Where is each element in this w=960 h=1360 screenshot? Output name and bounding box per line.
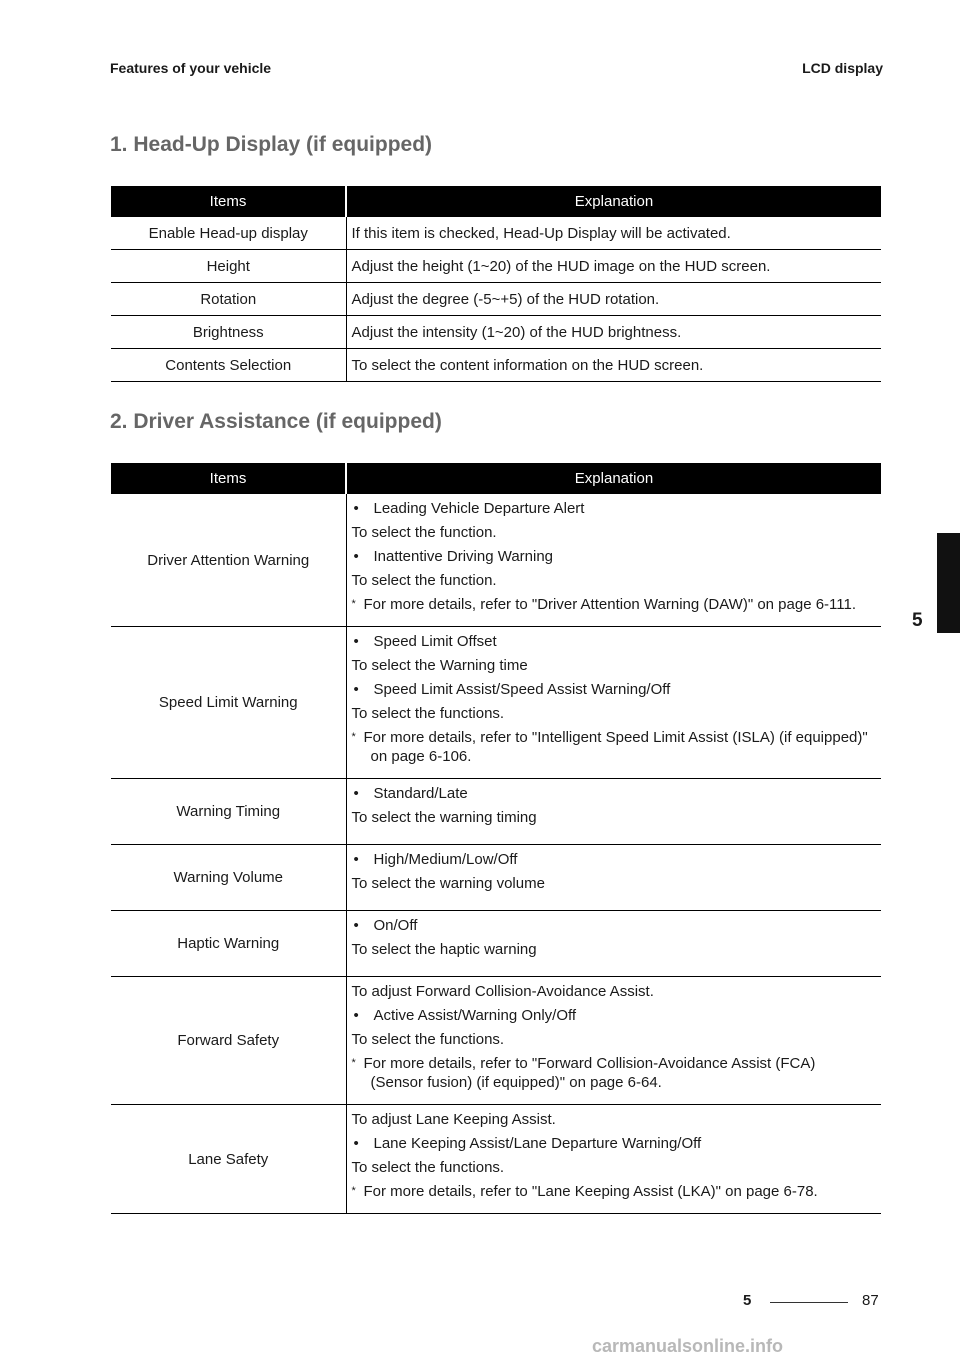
bullet-item — [352, 632, 870, 651]
note-text: For more details, refer to "Forward Collision-Avoidance Assist (FCA) (Sensor fusion) (if equipped)" on page 6-64. — [363, 1055, 816, 1091]
item-name-cell: Contents Selection — [111, 349, 346, 382]
asterisk-icon: * — [351, 731, 356, 743]
chapter-tab-marker — [937, 533, 960, 633]
driver-assistance-table — [111, 463, 881, 1214]
bullet-item — [352, 850, 870, 869]
watermark: carmanualsonline.info — [592, 1336, 784, 1356]
bullet-text: Speed Limit Assist/Speed Assist Warning/Off — [373, 681, 671, 698]
section-title-hud: 1. Head-Up Display (if equipped) — [110, 133, 433, 156]
asterisk-icon: * — [351, 1057, 356, 1069]
description-text: To select the function. — [351, 572, 497, 589]
description-text: To select the warning timing — [351, 809, 537, 826]
table-row — [111, 627, 881, 779]
reference-note — [352, 1182, 870, 1201]
section-title-driver-assistance: 2. Driver Assistance (if equipped) — [110, 410, 442, 433]
table-row — [111, 911, 881, 977]
table-row — [111, 283, 881, 316]
item-explanation-cell: If this item is checked, Head-Up Display will be activated. — [346, 217, 881, 250]
table-row — [111, 494, 881, 627]
bullet-item — [352, 680, 870, 699]
item-name-cell: Enable Head-up display — [111, 217, 346, 250]
table-row — [111, 1105, 881, 1214]
bullet-text: Inattentive Driving Warning — [373, 548, 554, 565]
description-text: To select the haptic warning — [351, 941, 537, 958]
bullet-item — [352, 784, 870, 803]
bullet-text: Leading Vehicle Departure Alert — [373, 500, 585, 517]
bullet-text: Standard/Late — [373, 785, 468, 802]
item-name-cell: Warning Volume — [111, 845, 346, 911]
item-explanation-cell: To select the content information on the HUD screen. — [346, 349, 881, 382]
item-explanation-cell — [346, 911, 881, 977]
description-text: To select the Warning time — [351, 657, 528, 674]
reference-note — [352, 1054, 870, 1092]
item-explanation-cell: Adjust the height (1~20) of the HUD image on the HUD screen. — [346, 250, 881, 283]
bullet-icon: • — [353, 500, 359, 517]
item-name-cell: Lane Safety — [111, 1105, 346, 1214]
note-text: For more details, refer to "Driver Attention Warning (DAW)" on page 6-111. — [363, 596, 857, 613]
note-text: For more details, refer to "Lane Keeping Assist (LKA)" on page 6-78. — [363, 1183, 818, 1200]
column-header-explanation: Explanation — [346, 186, 881, 217]
description-text: To select the functions. — [351, 1031, 505, 1048]
reference-note — [352, 728, 870, 766]
bullet-text: High/Medium/Low/Off — [373, 851, 518, 868]
running-header-section: Features of your vehicle — [110, 60, 272, 76]
item-name-cell: Forward Safety — [111, 977, 346, 1105]
bullet-icon: • — [353, 1135, 359, 1152]
item-explanation-cell: Adjust the degree (-5~+5) of the HUD rotation. — [346, 283, 881, 316]
item-name-cell: Height — [111, 250, 346, 283]
bullet-item — [352, 547, 870, 566]
bullet-item — [352, 499, 870, 518]
bullet-icon: • — [353, 1007, 359, 1024]
bullet-icon: • — [353, 917, 359, 934]
item-name-cell: Driver Attention Warning — [111, 494, 346, 627]
bullet-text: Lane Keeping Assist/Lane Departure Warning/Off — [373, 1135, 702, 1152]
bullet-text: On/Off — [373, 917, 418, 934]
item-name-cell: Rotation — [111, 283, 346, 316]
column-header-explanation: Explanation — [346, 463, 881, 494]
item-name-cell: Brightness — [111, 316, 346, 349]
bullet-icon: • — [353, 681, 359, 698]
item-explanation-cell: Adjust the intensity (1~20) of the HUD brightness. — [346, 316, 881, 349]
item-explanation-cell — [346, 627, 881, 779]
bullet-icon: • — [353, 548, 359, 565]
item-explanation-cell — [346, 1105, 881, 1214]
asterisk-icon: * — [351, 598, 356, 610]
item-explanation-cell — [346, 845, 881, 911]
item-name-cell: Speed Limit Warning — [111, 627, 346, 779]
bullet-icon: • — [353, 851, 359, 868]
table-row — [111, 250, 881, 283]
table-row — [111, 349, 881, 382]
footer-section-number: 5 — [743, 1292, 752, 1309]
description-text: To select the functions. — [351, 705, 505, 722]
table-row — [111, 217, 881, 250]
description-text: To select the function. — [351, 524, 497, 541]
footer-divider — [770, 1302, 848, 1303]
bullet-item — [352, 1006, 870, 1025]
item-explanation-cell — [346, 977, 881, 1105]
item-explanation-cell — [346, 779, 881, 845]
table-row — [111, 779, 881, 845]
item-name-cell: Warning Timing — [111, 779, 346, 845]
note-text: For more details, refer to "Intelligent Speed Limit Assist (ISLA) (if equipped)" on page 6-106. — [363, 729, 868, 765]
item-name-cell: Haptic Warning — [111, 911, 346, 977]
hud-settings-table — [111, 186, 881, 382]
reference-note — [352, 595, 870, 614]
bullet-text: Active Assist/Warning Only/Off — [373, 1007, 577, 1024]
asterisk-icon: * — [351, 1185, 356, 1197]
bullet-text: Speed Limit Offset — [373, 633, 497, 650]
footer-page-number: 87 — [862, 1292, 879, 1309]
table-row — [111, 977, 881, 1105]
description-text: To select the warning volume — [351, 875, 545, 892]
column-header-items: Items — [111, 186, 346, 217]
bullet-icon: • — [353, 633, 359, 650]
bullet-item — [352, 916, 870, 935]
column-header-items: Items — [111, 463, 346, 494]
running-header-topic: LCD display — [802, 60, 883, 76]
table-header-row — [111, 186, 881, 217]
bullet-item — [352, 1134, 870, 1153]
bullet-icon: • — [353, 785, 359, 802]
item-explanation-cell — [346, 494, 881, 627]
table-header-row — [111, 463, 881, 494]
description-text: To adjust Forward Collision-Avoidance Assist. — [351, 983, 654, 1000]
table-row — [111, 316, 881, 349]
description-text: To adjust Lane Keeping Assist. — [351, 1111, 556, 1128]
description-text: To select the functions. — [351, 1159, 505, 1176]
chapter-tab-number: 5 — [912, 610, 923, 631]
table-row — [111, 845, 881, 911]
